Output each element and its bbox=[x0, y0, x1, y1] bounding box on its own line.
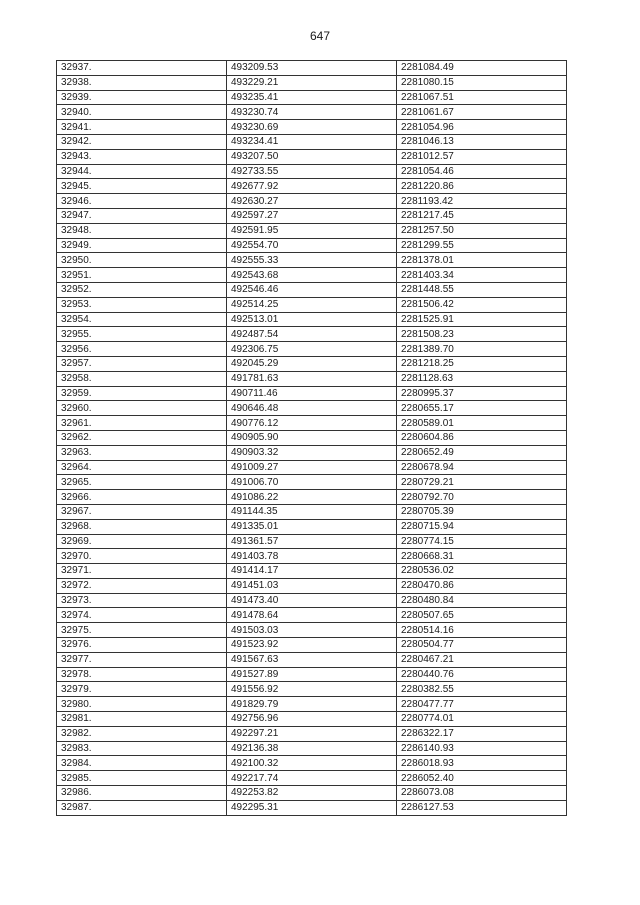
y-coordinate-cell: 2281054.96 bbox=[397, 120, 567, 135]
x-coordinate-cell: 492597.27 bbox=[227, 208, 397, 223]
y-coordinate-cell: 2281054.46 bbox=[397, 164, 567, 179]
row-index-cell: 32983. bbox=[57, 741, 227, 756]
y-coordinate-cell: 2280440.76 bbox=[397, 667, 567, 682]
x-coordinate-cell: 492514.25 bbox=[227, 297, 397, 312]
y-coordinate-cell: 2280729.21 bbox=[397, 475, 567, 490]
x-coordinate-cell: 493234.41 bbox=[227, 134, 397, 149]
x-coordinate-cell: 492554.70 bbox=[227, 238, 397, 253]
table-row bbox=[57, 504, 567, 519]
x-coordinate-cell: 492756.96 bbox=[227, 712, 397, 727]
table-row bbox=[57, 371, 567, 386]
y-coordinate-cell: 2280705.39 bbox=[397, 504, 567, 519]
coordinates-table bbox=[56, 60, 567, 816]
row-index-cell: 32976. bbox=[57, 638, 227, 653]
y-coordinate-cell: 2281218.25 bbox=[397, 356, 567, 371]
x-coordinate-cell: 492136.38 bbox=[227, 741, 397, 756]
table-row bbox=[57, 652, 567, 667]
row-index-cell: 32979. bbox=[57, 682, 227, 697]
y-coordinate-cell: 2281193.42 bbox=[397, 194, 567, 209]
row-index-cell: 32981. bbox=[57, 712, 227, 727]
table-row bbox=[57, 282, 567, 297]
row-index-cell: 32956. bbox=[57, 342, 227, 357]
x-coordinate-cell: 491503.03 bbox=[227, 623, 397, 638]
row-index-cell: 32963. bbox=[57, 445, 227, 460]
y-coordinate-cell: 2281299.55 bbox=[397, 238, 567, 253]
row-index-cell: 32939. bbox=[57, 90, 227, 105]
x-coordinate-cell: 491556.92 bbox=[227, 682, 397, 697]
table-row bbox=[57, 475, 567, 490]
table-row bbox=[57, 134, 567, 149]
table-row bbox=[57, 194, 567, 209]
row-index-cell: 32942. bbox=[57, 134, 227, 149]
row-index-cell: 32958. bbox=[57, 371, 227, 386]
table-row bbox=[57, 61, 567, 76]
y-coordinate-cell: 2281080.15 bbox=[397, 75, 567, 90]
table-row bbox=[57, 756, 567, 771]
x-coordinate-cell: 491829.79 bbox=[227, 697, 397, 712]
row-index-cell: 32972. bbox=[57, 578, 227, 593]
x-coordinate-cell: 490903.32 bbox=[227, 445, 397, 460]
y-coordinate-cell: 2286073.08 bbox=[397, 786, 567, 801]
table-row bbox=[57, 149, 567, 164]
y-coordinate-cell: 2280470.86 bbox=[397, 578, 567, 593]
x-coordinate-cell: 491781.63 bbox=[227, 371, 397, 386]
row-index-cell: 32948. bbox=[57, 223, 227, 238]
y-coordinate-cell: 2286140.93 bbox=[397, 741, 567, 756]
y-coordinate-cell: 2280792.70 bbox=[397, 490, 567, 505]
y-coordinate-cell: 2280477.77 bbox=[397, 697, 567, 712]
x-coordinate-cell: 492513.01 bbox=[227, 312, 397, 327]
table-row bbox=[57, 75, 567, 90]
y-coordinate-cell: 2281257.50 bbox=[397, 223, 567, 238]
table-row bbox=[57, 105, 567, 120]
y-coordinate-cell: 2280507.65 bbox=[397, 608, 567, 623]
x-coordinate-cell: 493207.50 bbox=[227, 149, 397, 164]
table-row bbox=[57, 401, 567, 416]
y-coordinate-cell: 2280589.01 bbox=[397, 416, 567, 431]
table-row bbox=[57, 549, 567, 564]
row-index-cell: 32940. bbox=[57, 105, 227, 120]
table-row bbox=[57, 238, 567, 253]
y-coordinate-cell: 2280514.16 bbox=[397, 623, 567, 638]
table-row bbox=[57, 208, 567, 223]
y-coordinate-cell: 2281084.49 bbox=[397, 61, 567, 76]
y-coordinate-cell: 2286322.17 bbox=[397, 726, 567, 741]
y-coordinate-cell: 2280655.17 bbox=[397, 401, 567, 416]
table-row bbox=[57, 416, 567, 431]
y-coordinate-cell: 2286127.53 bbox=[397, 800, 567, 815]
x-coordinate-cell: 492306.75 bbox=[227, 342, 397, 357]
table-row bbox=[57, 460, 567, 475]
table-row bbox=[57, 712, 567, 727]
row-index-cell: 32969. bbox=[57, 534, 227, 549]
x-coordinate-cell: 491451.03 bbox=[227, 578, 397, 593]
y-coordinate-cell: 2281046.13 bbox=[397, 134, 567, 149]
y-coordinate-cell: 2281217.45 bbox=[397, 208, 567, 223]
y-coordinate-cell: 2281061.67 bbox=[397, 105, 567, 120]
row-index-cell: 32986. bbox=[57, 786, 227, 801]
x-coordinate-cell: 492217.74 bbox=[227, 771, 397, 786]
x-coordinate-cell: 491567.63 bbox=[227, 652, 397, 667]
table-row bbox=[57, 268, 567, 283]
y-coordinate-cell: 2286052.40 bbox=[397, 771, 567, 786]
y-coordinate-cell: 2281012.57 bbox=[397, 149, 567, 164]
y-coordinate-cell: 2281448.55 bbox=[397, 282, 567, 297]
table-row bbox=[57, 179, 567, 194]
row-index-cell: 32974. bbox=[57, 608, 227, 623]
row-index-cell: 32984. bbox=[57, 756, 227, 771]
row-index-cell: 32938. bbox=[57, 75, 227, 90]
y-coordinate-cell: 2280504.77 bbox=[397, 638, 567, 653]
x-coordinate-cell: 490646.48 bbox=[227, 401, 397, 416]
x-coordinate-cell: 492295.31 bbox=[227, 800, 397, 815]
x-coordinate-cell: 492555.33 bbox=[227, 253, 397, 268]
table-row bbox=[57, 327, 567, 342]
y-coordinate-cell: 2280480.84 bbox=[397, 593, 567, 608]
row-index-cell: 32964. bbox=[57, 460, 227, 475]
table-row bbox=[57, 445, 567, 460]
x-coordinate-cell: 493230.69 bbox=[227, 120, 397, 135]
x-coordinate-cell: 492297.21 bbox=[227, 726, 397, 741]
table-row bbox=[57, 608, 567, 623]
row-index-cell: 32985. bbox=[57, 771, 227, 786]
table-row bbox=[57, 771, 567, 786]
row-index-cell: 32957. bbox=[57, 356, 227, 371]
coordinates-table-body bbox=[57, 61, 567, 816]
row-index-cell: 32973. bbox=[57, 593, 227, 608]
table-row bbox=[57, 356, 567, 371]
y-coordinate-cell: 2280467.21 bbox=[397, 652, 567, 667]
y-coordinate-cell: 2281389.70 bbox=[397, 342, 567, 357]
table-row bbox=[57, 623, 567, 638]
row-index-cell: 32944. bbox=[57, 164, 227, 179]
table-row bbox=[57, 682, 567, 697]
x-coordinate-cell: 492543.68 bbox=[227, 268, 397, 283]
y-coordinate-cell: 2286018.93 bbox=[397, 756, 567, 771]
y-coordinate-cell: 2281403.34 bbox=[397, 268, 567, 283]
y-coordinate-cell: 2281067.51 bbox=[397, 90, 567, 105]
table-row bbox=[57, 667, 567, 682]
row-index-cell: 32954. bbox=[57, 312, 227, 327]
x-coordinate-cell: 493235.41 bbox=[227, 90, 397, 105]
y-coordinate-cell: 2280715.94 bbox=[397, 519, 567, 534]
table-row bbox=[57, 638, 567, 653]
table-row bbox=[57, 386, 567, 401]
table-row bbox=[57, 120, 567, 135]
row-index-cell: 32960. bbox=[57, 401, 227, 416]
x-coordinate-cell: 491086.22 bbox=[227, 490, 397, 505]
y-coordinate-cell: 2281220.86 bbox=[397, 179, 567, 194]
table-row bbox=[57, 697, 567, 712]
x-coordinate-cell: 492546.46 bbox=[227, 282, 397, 297]
row-index-cell: 32975. bbox=[57, 623, 227, 638]
table-row bbox=[57, 726, 567, 741]
row-index-cell: 32947. bbox=[57, 208, 227, 223]
y-coordinate-cell: 2280995.37 bbox=[397, 386, 567, 401]
row-index-cell: 32970. bbox=[57, 549, 227, 564]
x-coordinate-cell: 491473.40 bbox=[227, 593, 397, 608]
table-row bbox=[57, 786, 567, 801]
x-coordinate-cell: 491361.57 bbox=[227, 534, 397, 549]
y-coordinate-cell: 2281525.91 bbox=[397, 312, 567, 327]
table-row bbox=[57, 534, 567, 549]
row-index-cell: 32951. bbox=[57, 268, 227, 283]
row-index-cell: 32961. bbox=[57, 416, 227, 431]
row-index-cell: 32945. bbox=[57, 179, 227, 194]
row-index-cell: 32943. bbox=[57, 149, 227, 164]
y-coordinate-cell: 2280536.02 bbox=[397, 564, 567, 579]
x-coordinate-cell: 492487.54 bbox=[227, 327, 397, 342]
table-row bbox=[57, 312, 567, 327]
row-index-cell: 32946. bbox=[57, 194, 227, 209]
x-coordinate-cell: 492677.92 bbox=[227, 179, 397, 194]
x-coordinate-cell: 490905.90 bbox=[227, 430, 397, 445]
row-index-cell: 32949. bbox=[57, 238, 227, 253]
x-coordinate-cell: 491478.64 bbox=[227, 608, 397, 623]
x-coordinate-cell: 491009.27 bbox=[227, 460, 397, 475]
x-coordinate-cell: 493229.21 bbox=[227, 75, 397, 90]
row-index-cell: 32968. bbox=[57, 519, 227, 534]
x-coordinate-cell: 491523.92 bbox=[227, 638, 397, 653]
table-row bbox=[57, 164, 567, 179]
y-coordinate-cell: 2281128.63 bbox=[397, 371, 567, 386]
table-row bbox=[57, 741, 567, 756]
y-coordinate-cell: 2280382.55 bbox=[397, 682, 567, 697]
y-coordinate-cell: 2281508.23 bbox=[397, 327, 567, 342]
row-index-cell: 32966. bbox=[57, 490, 227, 505]
y-coordinate-cell: 2281506.42 bbox=[397, 297, 567, 312]
table-row bbox=[57, 564, 567, 579]
table-row bbox=[57, 90, 567, 105]
table-row bbox=[57, 223, 567, 238]
table-row bbox=[57, 800, 567, 815]
x-coordinate-cell: 490776.12 bbox=[227, 416, 397, 431]
x-coordinate-cell: 491335.01 bbox=[227, 519, 397, 534]
x-coordinate-cell: 493230.74 bbox=[227, 105, 397, 120]
x-coordinate-cell: 492045.29 bbox=[227, 356, 397, 371]
row-index-cell: 32962. bbox=[57, 430, 227, 445]
x-coordinate-cell: 492591.95 bbox=[227, 223, 397, 238]
row-index-cell: 32950. bbox=[57, 253, 227, 268]
x-coordinate-cell: 492253.82 bbox=[227, 786, 397, 801]
y-coordinate-cell: 2280774.15 bbox=[397, 534, 567, 549]
y-coordinate-cell: 2280774.01 bbox=[397, 712, 567, 727]
table-row bbox=[57, 430, 567, 445]
row-index-cell: 32967. bbox=[57, 504, 227, 519]
page-number: 647 bbox=[309, 29, 331, 43]
row-index-cell: 32980. bbox=[57, 697, 227, 712]
row-index-cell: 32965. bbox=[57, 475, 227, 490]
x-coordinate-cell: 491527.89 bbox=[227, 667, 397, 682]
table-row bbox=[57, 519, 567, 534]
row-index-cell: 32987. bbox=[57, 800, 227, 815]
row-index-cell: 32937. bbox=[57, 61, 227, 76]
x-coordinate-cell: 491144.35 bbox=[227, 504, 397, 519]
table-row bbox=[57, 593, 567, 608]
x-coordinate-cell: 492733.55 bbox=[227, 164, 397, 179]
x-coordinate-cell: 493209.53 bbox=[227, 61, 397, 76]
y-coordinate-cell: 2280668.31 bbox=[397, 549, 567, 564]
row-index-cell: 32952. bbox=[57, 282, 227, 297]
table-row bbox=[57, 297, 567, 312]
x-coordinate-cell: 491006.70 bbox=[227, 475, 397, 490]
y-coordinate-cell: 2280604.86 bbox=[397, 430, 567, 445]
table-row bbox=[57, 342, 567, 357]
y-coordinate-cell: 2280678.94 bbox=[397, 460, 567, 475]
row-index-cell: 32977. bbox=[57, 652, 227, 667]
row-index-cell: 32971. bbox=[57, 564, 227, 579]
row-index-cell: 32982. bbox=[57, 726, 227, 741]
row-index-cell: 32955. bbox=[57, 327, 227, 342]
y-coordinate-cell: 2280652.49 bbox=[397, 445, 567, 460]
x-coordinate-cell: 491414.17 bbox=[227, 564, 397, 579]
row-index-cell: 32941. bbox=[57, 120, 227, 135]
row-index-cell: 32959. bbox=[57, 386, 227, 401]
row-index-cell: 32953. bbox=[57, 297, 227, 312]
x-coordinate-cell: 491403.78 bbox=[227, 549, 397, 564]
x-coordinate-cell: 492630.27 bbox=[227, 194, 397, 209]
table-row bbox=[57, 578, 567, 593]
x-coordinate-cell: 490711.46 bbox=[227, 386, 397, 401]
y-coordinate-cell: 2281378.01 bbox=[397, 253, 567, 268]
row-index-cell: 32978. bbox=[57, 667, 227, 682]
table-row bbox=[57, 490, 567, 505]
x-coordinate-cell: 492100.32 bbox=[227, 756, 397, 771]
table-row bbox=[57, 253, 567, 268]
